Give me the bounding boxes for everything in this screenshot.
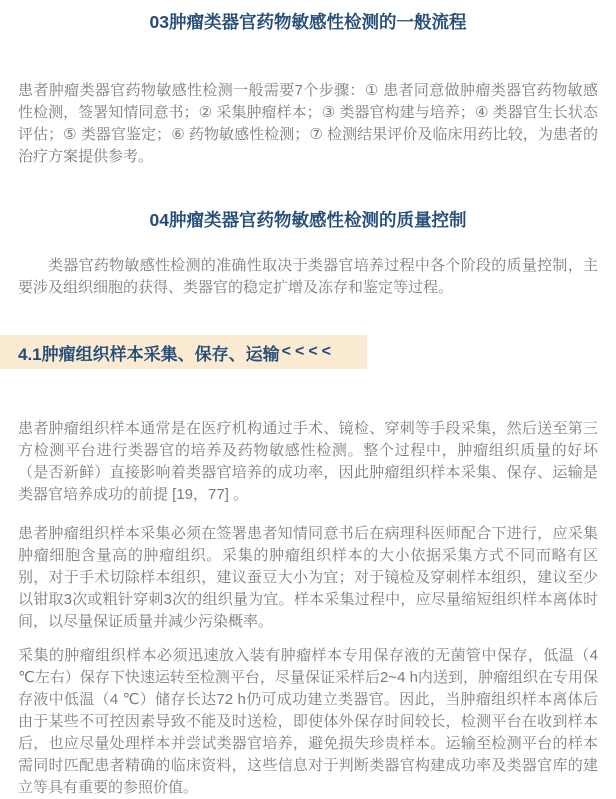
subsection-41-arrows-decoration: <<<< bbox=[281, 343, 336, 360]
subsection-41-title: 4.1肿瘤组织样本采集、保存、运输 bbox=[18, 344, 280, 364]
paragraph-sample-collection-overview: 患者肿瘤组织样本通常是在医疗机构通过手术、镜检、穿刺等手段采集，然后送至第三方检测平台进行类器官的培养及药物敏感性检测。整个过程中，肿瘤组织质量的好坏（是否新鲜）直接影响着类器官培养的成功率，因此肿瘤组织样本采集、保存、运输是类器官培养成功的前提 [19，77] 。 bbox=[18, 420, 598, 503]
section-04-heading: 04肿瘤类器官药物敏感性检测的质量控制 bbox=[149, 210, 467, 230]
paragraph-sample-storage-transport: 采集的肿瘤组织样本必须迅速放入装有肿瘤样本专用保存液的无菌管中保存，低温（4 ℃左右）保存下快速运转至检测平台，尽量保证采样后2~4 h内送到，肿瘤组织在专用保存液中低温（4 ℃）储存长达72 h仍可成功建立类器官。因此，当肿瘤组织样本离体后由于某些不可控因素导致不能及时送检，即使体外保存时间较长，检测平台在收到样本后，也应尽量处理样本并尝试类器官培养，避免损失珍贵样本。运输至检测平台的样本需同时匹配患者精确的临床资料，这些信息对于判断类器官构建成功率及类器官库的建立等具有重要的参照价值。 bbox=[18, 647, 598, 796]
section-03-steps-paragraph: 患者肿瘤类器官药物敏感性检测一般需要7个步骤：① 患者同意做肿瘤类器官药物敏感性检测，签署知情同意书；② 采集肿瘤样本；③ 类器官构建与培养；④ 类器官生长状态评估；⑤ 类器官鉴定；⑥ 药物敏感性检测；⑦ 检测结果评价及临床用药比较，为患者的治疗方案提供参考。 bbox=[18, 82, 598, 165]
paragraph-sample-collection-requirements: 患者肿瘤组织样本采集必须在签署患者知情同意书后在病理科医师配合下进行，应采集肿瘤细胞含量高的肿瘤组织。采集的肿瘤组织样本的大小依据采集方式不同而略有区别，对于手术切除样本组织，建议蚕豆大小为宜；对于镜检及穿刺样本组织，建议至少以钳取3次或粗针穿刺3次的组织量为宜。样本采集过程中，应尽量缩短组织样本离体时间，以尽量保证质量并减少污染概率。 bbox=[18, 525, 598, 630]
section-04-quality-paragraph: 类器官药物敏感性检测的准确性取决于类器官培养过程中各个阶段的质量控制，主要涉及组织细胞的获得、类器官的稳定扩增及冻存和鉴定等过程。 bbox=[18, 257, 598, 296]
section-03-heading: 03肿瘤类器官药物敏感性检测的一般流程 bbox=[149, 12, 467, 32]
subsection-41-heading-band bbox=[0, 335, 367, 369]
